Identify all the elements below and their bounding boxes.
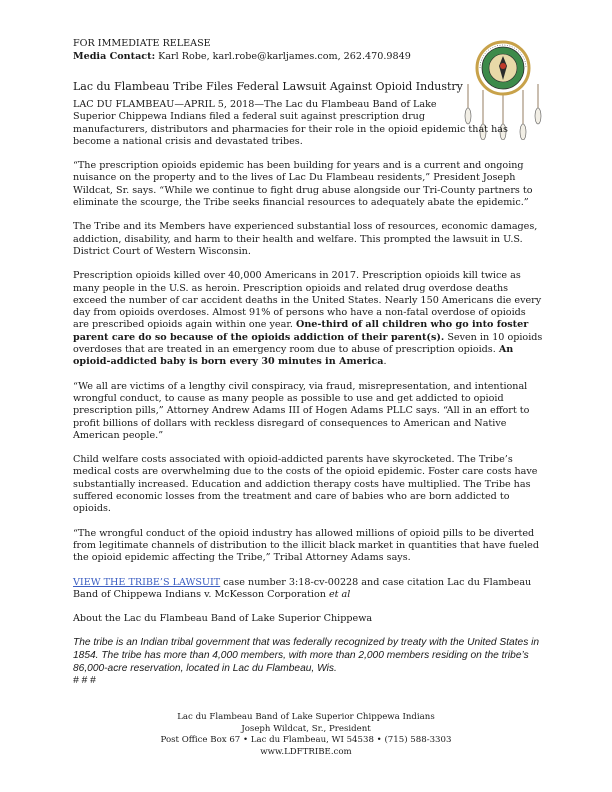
media-contact <box>73 50 411 63</box>
about-heading: About the Lac du Flambeau Band of Lake Superior Chippewa <box>73 613 373 625</box>
footer-org-name: Lac du Flambeau Band of Lake Superior Chippewa Indians <box>177 712 435 722</box>
letterhead-footer <box>0 712 612 758</box>
dateline-text-cont: manufacturers, distributors and pharmacies for their role in the opioid epidemic that has become a national crisis and devastated tribes. <box>73 123 508 147</box>
view-lawsuit-link[interactable]: VIEW THE TRIBE’S LAWSUIT <box>73 576 221 588</box>
footer-address: Post Office Box 67 • Lac du Flambeau, WI 54538 • (715) 588-3303 <box>160 735 452 745</box>
release-body <box>73 99 543 688</box>
stats-text: Prescription opioids killed over 40,000 Americans in 2017. Prescription opioids kill twice as many people in the U.S. as heroin. Prescription opioids and related drug overdose deaths exceed the number of car accident deaths in the United States. Nearly 150 Americans die every day from opioids overdoses. Almost 91% of persons who have a non-fatal overdose of opioids are prescribed opioids again within one year. <box>73 270 542 331</box>
case-citation: case number 3:18-cv-00228 and case citation Lac du Flambeau Band of Chippewa Indians v. McKesson Corporation <box>73 576 532 600</box>
stats-baby-bold: An opioid-addicted baby is born every 30 minutes in America <box>73 344 514 368</box>
footer-president: Joseph Wildcat, Sr., President <box>241 723 371 734</box>
media-contact-label: Media Contact: <box>73 51 156 62</box>
paragraph-harm: The Tribe and its Members have experienced substantial loss of resources, economic damages, addiction, disability, and harm to their health and welfare. This prompted the lawsuit in U.S. District Court of Western Wisconsin. <box>73 221 538 257</box>
paragraph-welfare-costs: Child welfare costs associated with opioid-addicted parents have skyrocketed. The Tribe’s medical costs are overwhelming due to the costs of the opioid epidemic. Foster care costs have substantially increased. Education and addiction therapy costs have multiplied. The Tribe has suffered economic losses from the treatment and care of babies who are born addicted to opioids. <box>73 454 538 515</box>
stats-end: . <box>383 356 387 368</box>
paragraph-lawsuit-link <box>73 577 543 602</box>
paragraph-dateline <box>73 99 508 148</box>
press-release-title: Lac du Flambeau Tribe Files Federal Lawsuit Against Opioid Industry <box>73 80 463 93</box>
paragraph-statistics <box>73 270 543 368</box>
stats-foster-care-bold: One-third of all children who go into foster parent care do so because of the opioids addiction of their parent(s). <box>73 319 529 343</box>
footer-website: www.LDFTRIBE.com <box>260 746 352 757</box>
release-label: FOR IMMEDIATE RELEASE <box>73 38 211 49</box>
dateline-text: LAC DU FLAMBEAU—APRIL 5, 2018—The Lac du Flambeau Band of Lake Superior Chippewa Indians filed a federal suit against prescription drug <box>73 99 437 123</box>
end-mark: # # # <box>73 675 96 687</box>
case-citation-et-al: et al <box>328 588 351 600</box>
paragraph-president-quote: “The prescription opioids epidemic has been building for years and is a current and ongoing nuisance on the property and to the lives of Lac Du Flambeau residents,” President Joseph Wildcat, Sr. says. “While we continue to fight drug abuse alongside our Tri-County partners to eliminate the scourge, the Tribe seeks financial resources to adequately abate the epidemic.” <box>73 160 533 209</box>
about-description: The tribe is an Indian tribal government that was federally recognized by treaty with the United States in 1854. The tribe has more than 4,000 members, with more than 2,000 members residing on the tribe’s 86,000-acre reservation, located in Lac du Flambeau, Wis. <box>73 637 540 674</box>
about-text <box>73 637 543 687</box>
paragraph-wrongful-conduct: “The wrongful conduct of the opioid industry has allowed millions of opioid pills to be diverted from legitimate channels of distribution to the illicit black market in quantities that have fueled the opioid epidemic affecting the Tribe,” Tribal Attorney Adams says. <box>73 527 539 564</box>
paragraph-attorney-quote: “We all are victims of a lengthy civil conspiracy, via fraud, misrepresentation, and intentional wrongful conduct, to cause as many people as possible to use and get addicted to opioid prescription pills,” Attorney Andrew Adams III of Hogen Adams PLLC says. “All in an effort to profit billions of dollars with reckless disregard of consequences to American and Native American people.” <box>73 380 530 441</box>
stats-er-text: Seven in 10 opioids overdoses that are treated in an emergency room due to abuse of prescription opioids. <box>73 331 543 356</box>
media-contact-value: Karl Robe, karl.robe@karljames.com, 262.470.9849 <box>158 51 411 62</box>
release-header <box>73 37 411 63</box>
